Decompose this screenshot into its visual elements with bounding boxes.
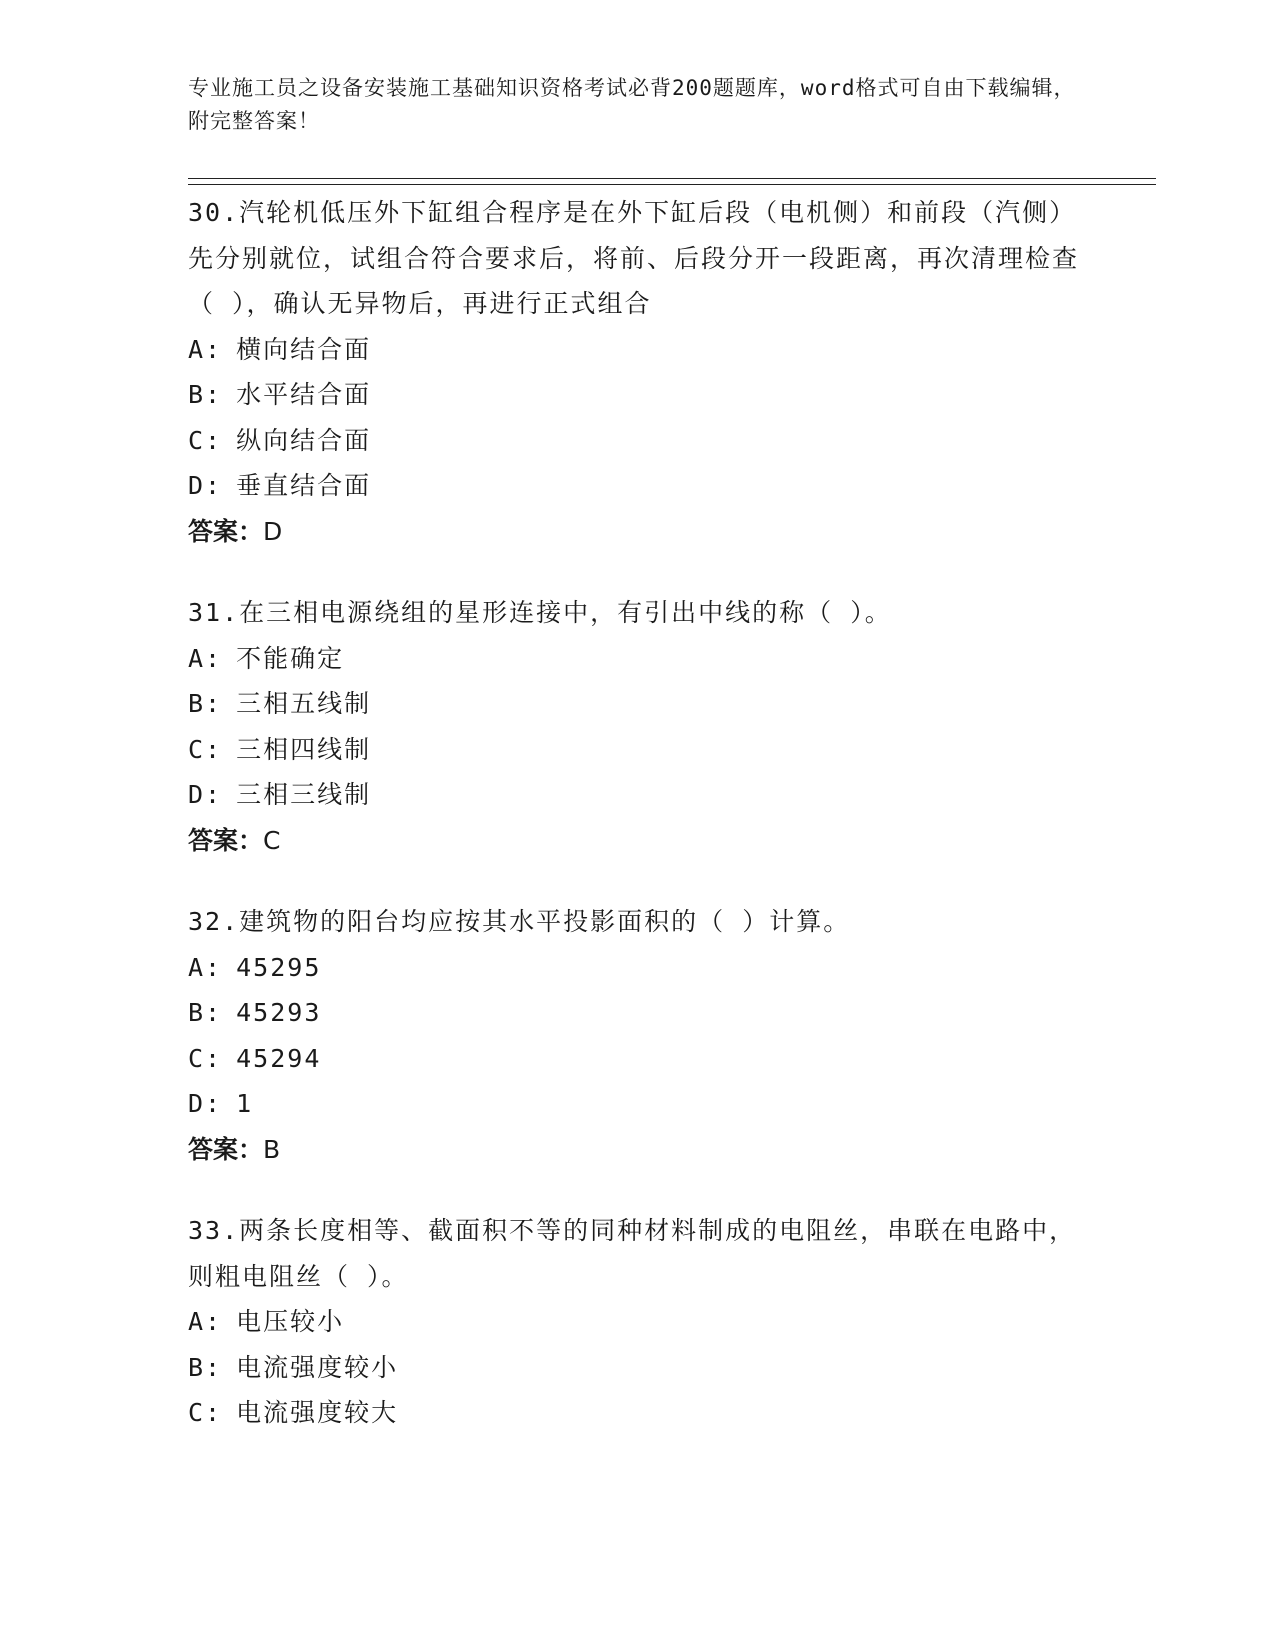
option-b bbox=[188, 372, 1088, 418]
option-text: 电流强度较大 bbox=[236, 1398, 399, 1427]
option-letter: C: bbox=[188, 1398, 223, 1427]
option-letter: D: bbox=[188, 471, 223, 500]
question-text bbox=[188, 190, 1088, 327]
option-c bbox=[188, 727, 1088, 773]
option-b bbox=[188, 681, 1088, 727]
option-a bbox=[188, 327, 1088, 373]
option-text: 45294 bbox=[236, 1043, 322, 1073]
option-a bbox=[188, 1299, 1088, 1345]
question-stem: 建筑物的阳台均应按其水平投影面积的（ ）计算。 bbox=[239, 907, 851, 936]
document-header bbox=[188, 72, 1088, 138]
answer-label: 答案： bbox=[188, 516, 264, 546]
option-b bbox=[188, 1345, 1088, 1391]
option-letter: C: bbox=[188, 1043, 223, 1073]
answer-line bbox=[188, 818, 1088, 864]
answer-label: 答案： bbox=[188, 1134, 264, 1164]
option-d bbox=[188, 772, 1088, 818]
question-number: 31. bbox=[188, 598, 240, 627]
option-text: 三相五线制 bbox=[236, 689, 372, 718]
option-c bbox=[188, 1390, 1088, 1436]
option-text: 垂直结合面 bbox=[236, 471, 372, 500]
option-text: 三相四线制 bbox=[236, 734, 372, 764]
option-a bbox=[188, 636, 1088, 682]
answer-value: D bbox=[263, 516, 283, 546]
question-number: 32. bbox=[188, 907, 240, 936]
option-letter: B: bbox=[188, 998, 223, 1027]
option-text: 电流强度较小 bbox=[236, 1352, 399, 1382]
question-33 bbox=[188, 1208, 1088, 1436]
question-number: 30. bbox=[188, 198, 240, 227]
option-letter: B: bbox=[188, 1352, 223, 1382]
document-title: 专业施工员之设备安装施工基础知识资格考试必背200题题库，word格式可自由下载编辑，附完整答案！ bbox=[188, 76, 1076, 133]
question-text bbox=[188, 899, 1088, 945]
question-text bbox=[188, 590, 1088, 636]
option-text: 不能确定 bbox=[236, 643, 345, 673]
option-text: 45293 bbox=[236, 998, 322, 1027]
question-text bbox=[188, 1208, 1088, 1299]
option-text: 横向结合面 bbox=[236, 334, 372, 364]
option-letter: B: bbox=[188, 380, 223, 409]
answer-label: 答案： bbox=[188, 825, 264, 855]
option-text: 1 bbox=[236, 1089, 254, 1118]
answer-line bbox=[188, 1127, 1088, 1173]
option-text: 三相三线制 bbox=[236, 780, 372, 809]
question-stem: 两条长度相等、截面积不等的同种材料制成的电阻丝，串联在电路中，则粗电阻丝（ ）。 bbox=[188, 1216, 1077, 1291]
option-letter: A: bbox=[188, 643, 223, 673]
option-letter: C: bbox=[188, 425, 223, 455]
option-c bbox=[188, 418, 1088, 464]
question-list bbox=[188, 190, 1088, 1472]
option-c bbox=[188, 1036, 1088, 1082]
option-d bbox=[188, 1081, 1088, 1127]
option-letter: C: bbox=[188, 734, 223, 764]
question-stem: 在三相电源绕组的星形连接中，有引出中线的称（ ）。 bbox=[239, 598, 892, 627]
option-d bbox=[188, 463, 1088, 509]
option-letter: A: bbox=[188, 1307, 223, 1336]
question-number: 33. bbox=[188, 1216, 240, 1245]
option-text: 45295 bbox=[236, 952, 322, 982]
question-stem: 汽轮机低压外下缸组合程序是在外下缸后段（电机侧）和前段（汽侧）先分别就位，试组合符合要求后，将前、后段分开一段距离，再次清理检查（ ），确认无异物后，再进行正式组合 bbox=[188, 198, 1080, 318]
option-b bbox=[188, 990, 1088, 1036]
header-divider-bottom bbox=[188, 184, 1156, 185]
option-a bbox=[188, 945, 1088, 991]
header-divider-top bbox=[188, 178, 1156, 179]
option-text: 电压较小 bbox=[236, 1307, 345, 1336]
option-letter: D: bbox=[188, 780, 223, 809]
option-letter: A: bbox=[188, 952, 223, 982]
answer-value: B bbox=[263, 1134, 281, 1164]
option-text: 水平结合面 bbox=[236, 380, 372, 409]
option-letter: B: bbox=[188, 689, 223, 718]
question-30 bbox=[188, 190, 1088, 554]
answer-line bbox=[188, 509, 1088, 555]
option-text: 纵向结合面 bbox=[236, 425, 372, 455]
question-32 bbox=[188, 899, 1088, 1172]
option-letter: D: bbox=[188, 1089, 223, 1118]
question-31 bbox=[188, 590, 1088, 863]
answer-value: C bbox=[263, 825, 281, 855]
option-letter: A: bbox=[188, 334, 223, 364]
